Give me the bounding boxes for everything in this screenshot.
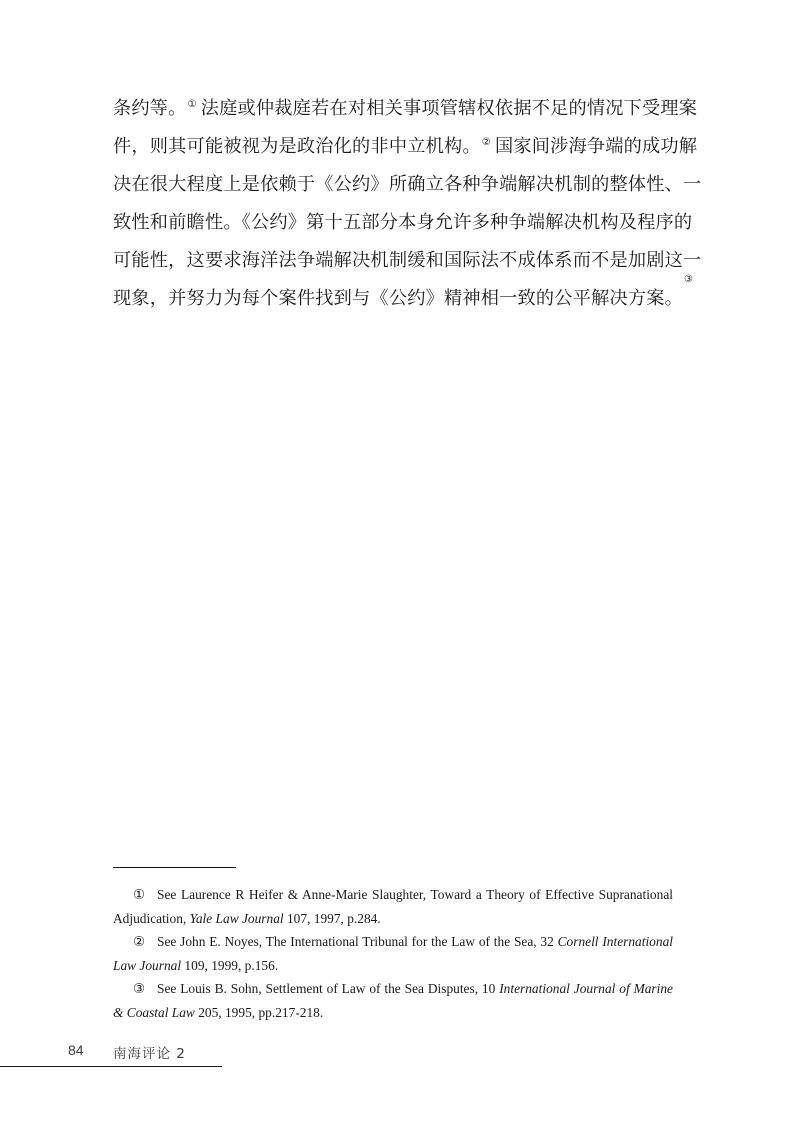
footnote-citation: 107, 1997, p.284.	[283, 910, 381, 926]
body-text-segment: 件，则其可能被视为是政治化的非中立机构。②	[113, 136, 491, 157]
footnote-3	[113, 977, 673, 1024]
body-line	[113, 242, 702, 280]
footnotes	[113, 883, 673, 1024]
footnote-ref-3[interactable]: ③	[684, 274, 694, 285]
body-paragraph	[113, 90, 702, 318]
footnote-number: ①	[133, 887, 146, 902]
body-line	[113, 128, 698, 166]
body-line	[113, 90, 698, 128]
footnote-ref-2[interactable]: ②	[481, 136, 491, 148]
journal-title: International Journal of Marine & Coastal Law	[113, 981, 673, 1020]
footnote-1	[113, 883, 673, 930]
footnote-divider	[113, 867, 236, 868]
page-footer	[0, 1042, 222, 1067]
footnote-number: ③	[133, 981, 146, 996]
page-number: 84	[68, 1042, 84, 1058]
body-line	[113, 204, 693, 242]
footnote-citation: 109, 1999, p.156.	[181, 957, 279, 973]
body-text-segment: 决在很大程度上是依赖于《公约》所确立各种争端解决机制的整体性、一	[113, 174, 702, 195]
body-text-segment: 条约等。①	[113, 98, 197, 119]
body-text-segment: 法庭或仲裁庭若在对相关事项管辖权依据不足的情况下受理案	[200, 98, 698, 119]
footnote-text: See Laurence R Heifer & Anne-Marie Slaughter, Toward a Theory of Effective Supranational Adjudication,	[113, 887, 673, 926]
body-line	[113, 274, 694, 318]
footnote-number: ②	[133, 934, 146, 949]
journal-title: Cornell International Law Journal	[113, 934, 673, 973]
body-line	[113, 166, 702, 204]
footnote-2	[113, 930, 673, 977]
body-text-segment: 国家间涉海争端的成功解	[494, 136, 698, 157]
footnote-text: See John E. Noyes, The International Tribunal for the Law of the Sea, 32	[157, 934, 558, 949]
running-title: 南海评论 2	[113, 1046, 186, 1062]
journal-title: Yale Law Journal	[189, 910, 284, 926]
body-text-segment: 现象，并努力为每个案件找到与《公约》精神相一致的公平解决方案。	[113, 288, 684, 309]
footnote-ref-1[interactable]: ①	[187, 98, 197, 110]
body-text-segment: 致性和前瞻性。《公约》第十五部分本身允许多种争端解决机构及程序的	[113, 212, 693, 233]
body-text-segment: 可能性，这要求海洋法争端解决机制缓和国际法不成体系而不是加剧这一	[113, 250, 702, 271]
footnote-citation: 205, 1995, pp.217-218.	[194, 1004, 324, 1020]
footnote-text: See Louis B. Sohn, Settlement of Law of the Sea Disputes, 10	[157, 981, 500, 996]
